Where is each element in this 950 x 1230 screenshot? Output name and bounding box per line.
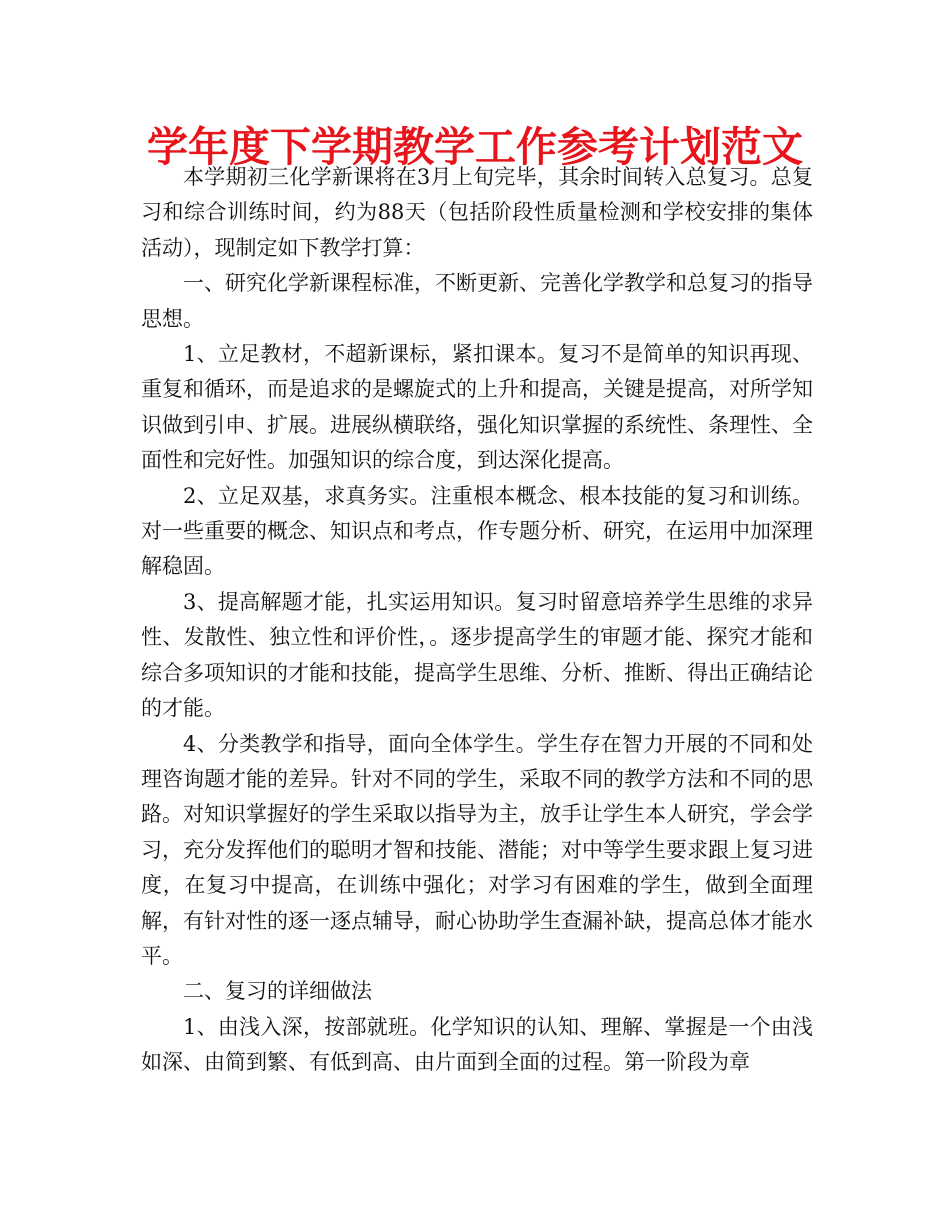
document-body bbox=[141, 160, 813, 1081]
paragraph-section-2-heading: 二、复习的详细做法 bbox=[183, 979, 372, 1004]
document-title: 学年度下学期教学工作参考计划范文 bbox=[147, 123, 803, 171]
paragraph-item-2: 2、立足双基，求真务实。注重根本概念、根本技能的复习和训练。对一些重要的概念、知识点和考点，作专题分析、研究，在运用中加深理解稳固。 bbox=[141, 483, 813, 579]
paragraph-item-1: 1、立足教材，不超新课标，紧扣课本。复习不是简单的知识再现、重复和循环，而是追求的是螺旋式的上升和提高，关键是提高，对所学知识做到引申、扩展。进展纵横联络，强化知识掌握的系统性、条理性、全面性和完好性。加强知识的综合度，到达深化提高。 bbox=[141, 342, 813, 473]
paragraph-section-2-item-1: 1、由浅入深，按部就班。化学知识的认知、理解、掌握是一个由浅如深、由简到繁、有低到高、由片面到全面的过程。第一阶段为章 bbox=[141, 1014, 813, 1075]
paragraph-item-4: 4、分类教学和指导，面向全体学生。学生存在智力开展的不同和处理咨询题才能的差异。针对不同的学生，采取不同的教学方法和不同的思路。对知识掌握好的学生采取以指导为主，放手让学生本人研究，学会学习，充分发挥他们的聪明才智和技能、潜能；对中等学生要求跟上复习进度，在复习中提高，在训练中强化；对学习有困难的学生，做到全面理解，有针对性的逐一逐点辅导，耐心协助学生查漏补缺，提高总体才能水平。 bbox=[141, 731, 813, 968]
paragraph-section-1-heading: 一、研究化学新课程标准，不断更新、完善化学教学和总复习的指导思想。 bbox=[141, 271, 813, 331]
paragraph-intro: 本学期初三化学新课将在3月上旬完毕，其余时间转入总复习。总复习和综合训练时间，约为88天（包括阶段性质量检测和学校安排的集体活动），现制定如下教学打算： bbox=[141, 165, 813, 260]
paragraph-item-3: 3、提高解题才能，扎实运用知识。复习时留意培养学生思维的求异性、发散性、独立性和评价性，。逐步提高学生的审题才能、探究才能和综合多项知识的才能和技能，提高学生思维、分析、推断、得出正确结论的才能。 bbox=[141, 589, 813, 721]
